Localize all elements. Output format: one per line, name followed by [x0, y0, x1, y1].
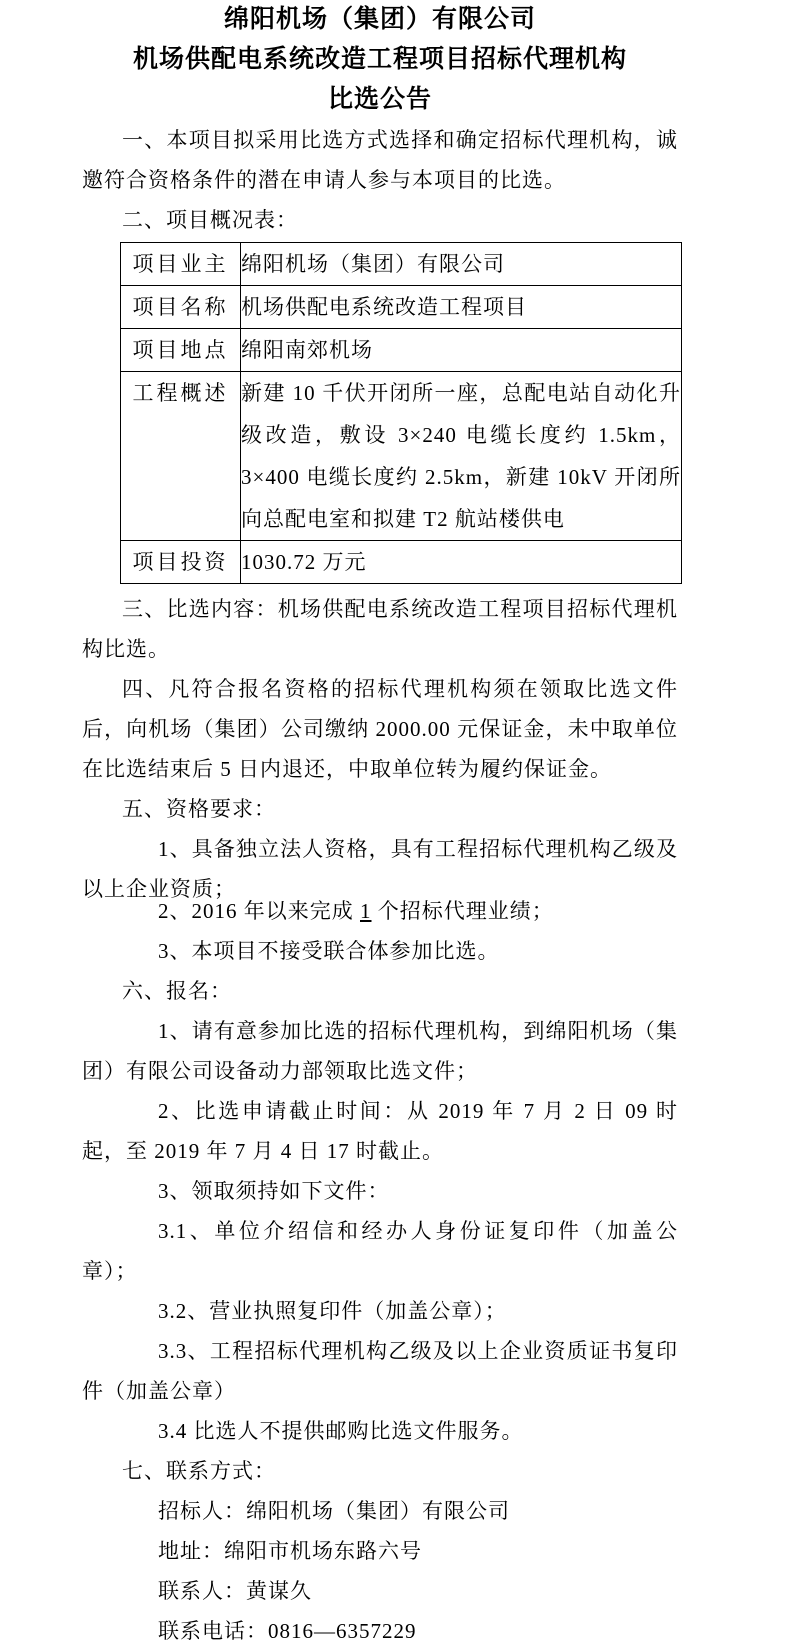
- table-row-project-owner: [121, 243, 682, 286]
- table-value-cell: 机场供配电系统改造工程项目: [241, 286, 682, 329]
- contact-address-line: 地址：绵阳市机场东路六号: [158, 1539, 422, 1563]
- table-label-cell: 项目业主: [121, 243, 241, 286]
- table-label-cell: 项目名称: [121, 286, 241, 329]
- table-value-cell: 绵阳南郊机场: [241, 329, 682, 372]
- section-7-heading: 七、联系方式：: [122, 1459, 276, 1483]
- section-6-item-3-3: 3.3、工程招标代理机构乙级及以上企业资质证书复印件（加盖公章）: [82, 1339, 678, 1403]
- section-6-item-3-2: 3.2、营业执照复印件（加盖公章）；: [158, 1299, 507, 1323]
- item-2-text-after: 个招标代理业绩；: [371, 899, 554, 923]
- document-title-line3: 比选公告: [327, 86, 432, 113]
- section-5-item-2: [82, 891, 678, 931]
- section-6-item-1: 1、请有意参加比选的招标代理机构，到绵阳机场（集团）有限公司设备动力部领取比选文件；: [82, 1019, 678, 1083]
- section-5-item-3: 3、本项目不接受联合体参加比选。: [158, 939, 500, 963]
- table-value-cell: 绵阳机场（集团）有限公司: [241, 243, 682, 286]
- table-row-project-location: [121, 329, 682, 372]
- section-6-item-3-4: 3.4 比选人不提供邮购比选文件服务。: [158, 1419, 524, 1443]
- section-6-item-2: 2、比选申请截止时间：从 2019 年 7 月 2 日 09 时起，至 2019 年 7 月 4 日 17 时截止。: [82, 1099, 678, 1163]
- section-6-item-3-1: 3.1、单位介绍信和经办人身份证复印件（加盖公章）；: [82, 1219, 678, 1283]
- contact-phone-line: 联系电话：0816—6357229: [158, 1619, 417, 1643]
- section-2-heading: 二、项目概况表：: [122, 208, 298, 232]
- section-1-paragraph: 一、本项目拟采用比选方式选择和确定招标代理机构，诚邀符合资格条件的潜在申请人参与本项目的比选。: [82, 128, 678, 192]
- section-6-heading: 六、报名：: [122, 979, 232, 1003]
- section-4-paragraph: 四、凡符合报名资格的招标代理机构须在领取比选文件后，向机场（集团）公司缴纳 2000.00 元保证金，未中取单位在比选结束后 5 日内退还，中取单位转为履约保证金。: [82, 677, 678, 781]
- item-2-text-before: 2、2016 年以来完成: [158, 899, 360, 923]
- contact-bidder-line: 招标人：绵阳机场（集团）有限公司: [158, 1499, 510, 1523]
- table-value-cell: 新建 10 千伏开闭所一座，总配电站自动化升级改造，敷设 3×240 电缆长度约 1.5km，3×400 电缆长度约 2.5km，新建 10kV 开闭所向总配电室和拟建 T2 航站楼供电: [241, 372, 682, 541]
- section-5-heading: 五、资格要求：: [122, 797, 276, 821]
- contact-person-line: 联系人：黄谋久: [158, 1579, 312, 1603]
- document-title-line2: 机场供配电系统改造工程项目招标代理机构: [132, 46, 627, 73]
- document-title-line1: 绵阳机场（集团）有限公司: [223, 6, 536, 33]
- section-6-item-3: 3、领取须持如下文件：: [158, 1179, 390, 1203]
- table-label-cell: 项目地点: [121, 329, 241, 372]
- table-row-project-name: [121, 286, 682, 329]
- table-label-cell: 项目投资: [121, 541, 241, 584]
- section-5-item-1: 1、具备独立法人资格，具有工程招标代理机构乙级及以上企业资质；: [82, 837, 678, 901]
- table-label-cell: 工程概述: [121, 372, 241, 541]
- section-3-paragraph: 三、比选内容：机场供配电系统改造工程项目招标代理机构比选。: [82, 597, 678, 661]
- table-value-cell: 1030.72 万元: [241, 541, 682, 584]
- table-row-project-description: [121, 372, 682, 541]
- table-row-project-investment: [121, 541, 682, 584]
- underlined-count: 1: [360, 899, 372, 923]
- project-overview-table: [120, 242, 682, 584]
